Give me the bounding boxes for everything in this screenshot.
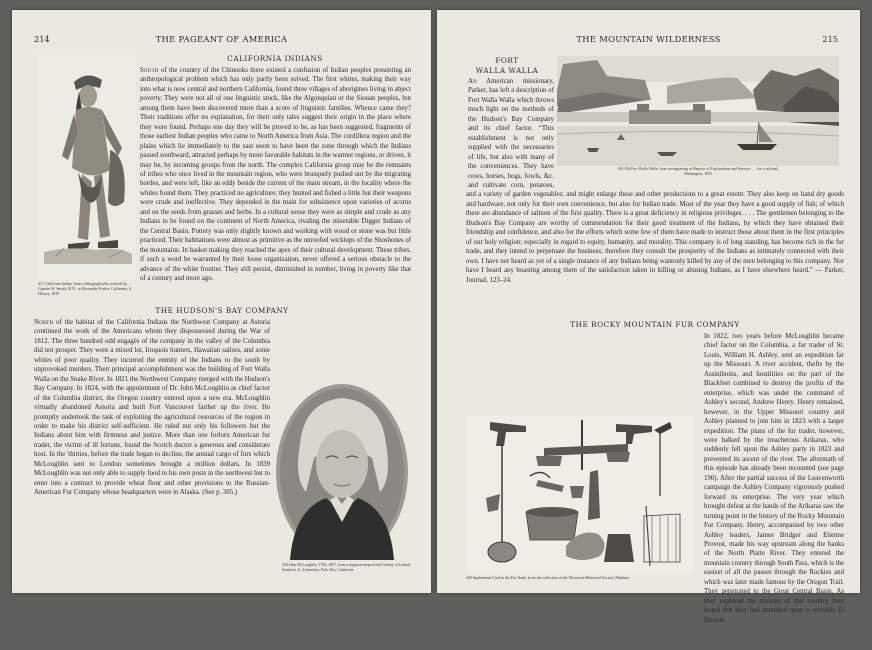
- heading-hudsons-bay-company: THE HUDSON'S BAY COMPANY: [155, 306, 289, 315]
- fort-body: American missionary, Parker, has left a description of Fort Walla Walla which throws much light on the methods of the Hudson's Bay Company and its chief factor. “This establishment is not only supplied with the necessaries of life, but also with many of the conveniences. They have cows, horses, hogs, fowls, &c. and cultivate corn, potatoes, and a variety of garden vegetables; and might enlarge these and other productions to a great extent. They also keep on hand dry goods and hardware, not only for their own convenience, but also for Indian trade. Most of the year they have a good supply of fish; of which there are abundance of salmon of the first quality. There is a great deficiency in religious privileges. . . . The gentlemen belonging to the Hudson's Bay Company are worthy of commendation for their good treatment of the Indians, by which they have obtained their friendship and confidence, and also for the efforts which some few of them have made to instruct those about them in the first principles of our holy religion; especially in regard to equity, humanity, and morality. This company is of long standing, has become rich in the fur trade, and they intend to perpetuate the business; therefore they consult the prosperity of the Indians as intimately connected with their own. I have not heard as yet of a single instance of any Indians being wantonly killed by any of the men belonging to this company. Nor have I heard any boasting among them of the satisfaction taken in killing or abusing Indians, as I have elsewhere heard.” — Parker, Journal, 123–24.: [466, 78, 844, 284]
- fort-walla-walla-column: [466, 77, 844, 321]
- mcloughlin-portrait-illustration: [274, 382, 410, 562]
- rocky-mountain-text: In 1822, two years before McLoughlin became chief factor on the Columbia, a fur trader of St. Louis, William H. Ashley, sent an expedition far up the Missouri. A river accident, thefts by the Assiniboins, and hostilities on the part of the Blackfeet combined to destroy the profits of the enterprise, which was under the command of Ashley's second, Andrew Henry. Henry remained, however, in the Upper Missouri country and Ashley planned to join him in 1823 with a larger expedition. The plans of the fur trader, however, were balked by the treacherous Arikaras, who suddenly fell upon the Ashley party in 1823 and prevented its ascent of the river. The aftermath of this episode has already been recounted (see page 190). After the partial success of the Leavenworth campaign the Ashley Company vigorously pushed forward its enterprise. The very year which brought defeat at the hands of the Arikaras saw the turning point in the history of the Rocky Mountain Fur Company. Henry, accompanied by two other Ashley leaders, James Bridger and Etienne Provost, made his way upstream along the banks of the North Platte River. They entered the mountain country through South Pass, which is the easiest of all the passes through the Rockies and which was later made famous by the Oregon Trail. They penetrated to the Great Central Basin. As they explored the streams of this country they found that they had stumbled upon a veritable El Dorado.: [704, 333, 844, 624]
- hudsons-bay-lead-word: North: [34, 319, 54, 326]
- california-indian-illustration: [38, 52, 136, 280]
- figure-420-caption: 420 Implements Used in the Fur Trade, from the collection of the Wisconsin Historical Society, Madison: [466, 576, 630, 580]
- fort-lead-word: An: [468, 78, 477, 85]
- page-number-left: 214: [34, 34, 50, 44]
- hudsons-bay-text: [34, 318, 270, 498]
- heading-rocky-mountain-fur-company: THE ROCKY MOUNTAIN FUR COMPANY: [570, 320, 740, 329]
- running-head-left: THE PAGEANT OF AMERICA: [155, 34, 288, 44]
- hudsons-bay-column: [34, 318, 270, 584]
- figure-419-caption-line2: Washington, 1855: [683, 172, 713, 176]
- figure-418-mcloughlin-portrait: [274, 382, 410, 562]
- heading-fort-walla-walla: [466, 56, 548, 76]
- fort-walla-walla-text: [466, 77, 844, 285]
- figure-418-caption: 418 John McLoughlin, 1784–1857, from a daguerreotype in the Library of Leland Stanford, Jr., University, Palo Alto, California: [282, 563, 410, 572]
- california-indians-text: [140, 66, 411, 283]
- heading-california-indians: CALIFORNIA INDIANS: [227, 54, 323, 63]
- left-page: [12, 10, 431, 593]
- figure-417-california-indian: [38, 52, 136, 280]
- figure-420-fur-trade-implements: [466, 416, 694, 574]
- heading-walla-walla-line: WALLA WALLA: [475, 66, 539, 75]
- figure-419-caption-line1: 419 Old Fort Walla Walla, from an engraving in Reports of Explorations and Surveys . . . for a railroad,: [617, 167, 779, 171]
- figure-417-caption: 417 California Indian, from a lithograph after a sketch by Captain W. Smyth, R.N., in Alexander Forbes, California, A History, 1839: [38, 282, 132, 296]
- heading-fort-line: FORT: [495, 56, 519, 65]
- california-lead-word: South: [140, 67, 159, 74]
- california-body: of the country of the Chinooks there existed a confusion of Indian peoples presenting an anthropological problem which has only partly been solved. The first whites, making their way into what is now central and northern California, found three villages of aborigines living in abject poverty. They were not all of one linguistic stock, like the Algonquian or the Siouan peoples, but among them have been discovered more than a score of linguistic families. Whence came they? Their traditions offer no explanation, for their only tales suggest their origin in the place where they were found. Perhaps one day they will be proved to be, as has been suggested, fragments of those earliest Indian peoples who came to North America from Asia. The cordillera region and the plains which lie immediately to the east seem to have been the zone through which the Indians passed southward, attracted perhaps by more favorable habitats in the warmer regions, or driven, it may be, by incoming groups from the north. The complex California group may be the remnants of tribes who once lived in the mountain region, who were brusquely pushed out by the migrating hordes, and were left, like an eddy beside the current of the main stream, in the locality where the whites found them. They practiced no agriculture; they hunted and fished a little but their weapons were crude and ineffective. They depended in the main for subsistence upon varieties of acorns and on the seeds from grasses and herbs. In a cultural sense they were as simple and crude as any Indians to be found on the continent of North America, rivaling the miserable Digger Indians of the Central Basin. Pottery was only slightly known and working with wood or stone was but little practiced. Their habitations were almost as primitive as the unroofed wickiups of the Shoshones of the mountains. In basket making they reached the apex of their cultural development. These tribes, if such a word be warranted by their loose organization, never offered a serious obstacle to the advance of the white frontier. They still persist, diminished in number, living in poverty like that of a century and more ago.: [140, 67, 411, 282]
- fur-trade-implements-illustration: [466, 416, 694, 574]
- right-page: [437, 10, 860, 624]
- page-number-right: 215: [822, 34, 838, 44]
- hudsons-bay-body: of the habitat of the California Indians the Northwest Company at Astoria continued the work of the Americans whom they dispossessed during the War of 1812. The three hundred odd engagés of the company in the valley of the Columbia did not prosper. They were a mixed lot, Iroquois hunters, Hawaiian sailors, and some whites of poor quality. They incurred the enmity of the Indians to the south by unprovoked murders. Their principal accomplishment was the building of Fort Walla Walla on the Snake River. In 1821 the Northwest Company merged with the Hudson's Bay Company. In 1824, with the appointment of Dr. John McLoughlin as chief factor of the Columbia district, the Oregon country entered upon a new era. McLoughlin virtually abandoned Astoria and built Fort Vancouver farther up the river. He promptly undertook the task of exploiting the agricultural resources of the region in order to make his district self-sufficient. He ruled not only his followers but the Indians about him with firmness and justice. More than one forlorn American fur trader, the victim of ill fortune, found the Scotch doctor a generous and considerate host. In the 'thirties, before the trade began to decline, the annual cargo of furs which McLoughlin sent to London sometimes brought a million dollars. In 1839 McLoughlin was not only able to supply food to his own posts in the northwest but to enter into a contract to provide wheat flour and other provisions to the Russian-American Fur Company whose headquarters were in Alaska. (See p. 305.): [34, 319, 270, 497]
- running-head-right: THE MOUNTAIN WILDERNESS: [576, 34, 721, 44]
- california-indians-column: [140, 66, 411, 294]
